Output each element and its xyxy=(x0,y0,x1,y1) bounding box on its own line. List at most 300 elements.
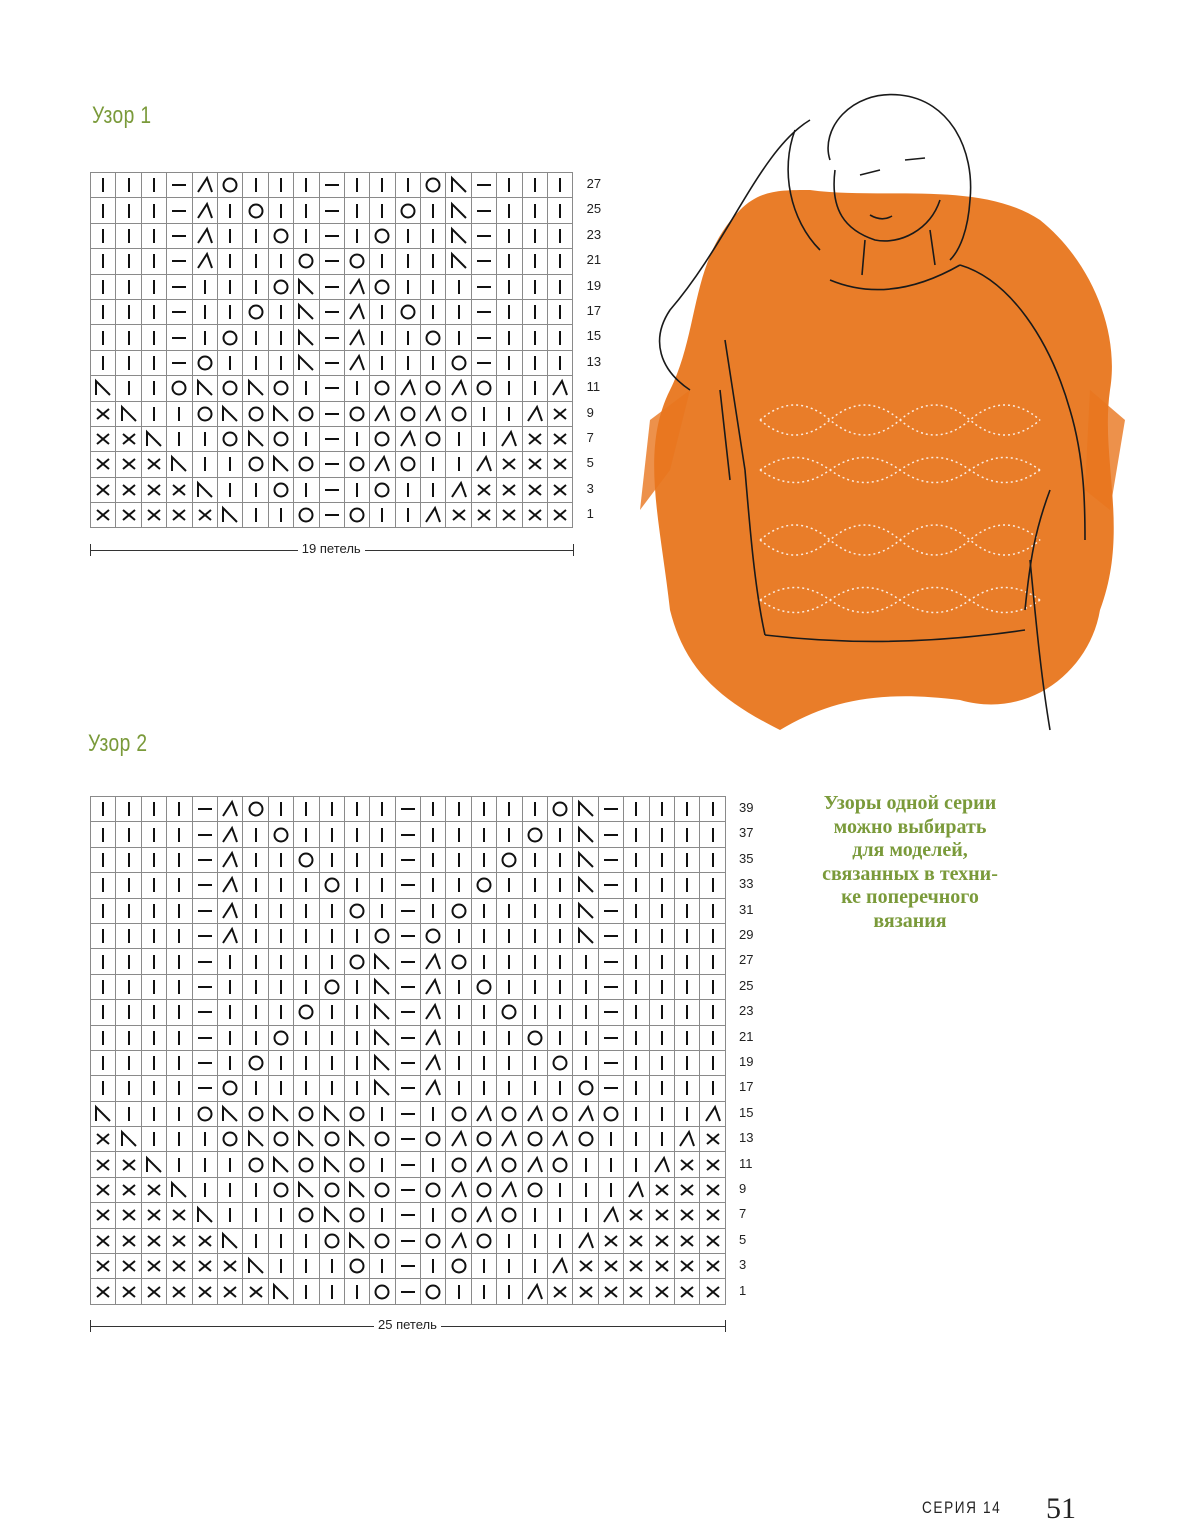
knit-stitch-cell xyxy=(319,1050,344,1075)
knit-stitch-cell xyxy=(116,923,141,948)
right-decrease-symbol xyxy=(652,1155,672,1175)
knit-stitch-symbol xyxy=(423,251,443,271)
right-decrease-symbol xyxy=(550,378,570,398)
knit-stitch-cell xyxy=(522,898,547,923)
knit-stitch-cell xyxy=(624,1152,649,1177)
knit-stitch-cell xyxy=(243,974,268,999)
knit-stitch-cell xyxy=(116,249,141,274)
knit-stitch-symbol xyxy=(626,1053,646,1073)
knit-stitch-cell xyxy=(548,898,573,923)
knit-stitch-cell xyxy=(649,1127,674,1152)
knit-stitch-cell xyxy=(116,299,141,324)
knit-stitch-cell xyxy=(548,847,573,872)
yarn-over-symbol xyxy=(220,429,240,449)
yarn-over-cell xyxy=(319,873,344,898)
knit-stitch-cell xyxy=(497,974,522,999)
knit-stitch-symbol xyxy=(347,429,367,449)
knit-stitch-cell xyxy=(344,923,369,948)
knit-stitch-symbol xyxy=(677,825,697,845)
knit-stitch-symbol xyxy=(93,277,113,297)
knit-stitch-symbol xyxy=(499,251,519,271)
knit-stitch-symbol xyxy=(246,1078,266,1098)
left-decrease-symbol xyxy=(93,378,113,398)
right-decrease-cell xyxy=(421,1000,446,1025)
yarn-over-cell xyxy=(344,249,369,274)
knit-stitch-symbol xyxy=(626,1155,646,1175)
knit-stitch-symbol xyxy=(322,1028,342,1048)
knit-stitch-cell xyxy=(395,274,420,299)
knit-stitch-symbol xyxy=(246,505,266,525)
knit-stitch-cell xyxy=(497,898,522,923)
knit-stitch-cell xyxy=(700,1076,725,1101)
no-stitch-symbol xyxy=(93,429,113,449)
knit-stitch-cell xyxy=(497,797,522,822)
left-decrease-symbol xyxy=(296,353,316,373)
knit-stitch-cell xyxy=(421,350,446,375)
knit-stitch-cell xyxy=(548,1076,573,1101)
knit-stitch-cell xyxy=(522,1000,547,1025)
right-decrease-cell xyxy=(192,223,217,248)
yarn-over-symbol xyxy=(347,1155,367,1175)
right-decrease-symbol xyxy=(449,480,469,500)
purl-stitch-symbol xyxy=(398,1028,418,1048)
knit-stitch-cell xyxy=(243,350,268,375)
knit-stitch-cell xyxy=(344,1050,369,1075)
purl-stitch-symbol xyxy=(601,1053,621,1073)
no-stitch-cell xyxy=(497,503,522,528)
row-number: 27 xyxy=(739,952,754,968)
knit-stitch-cell xyxy=(344,847,369,872)
purl-stitch-symbol xyxy=(322,505,342,525)
right-decrease-cell xyxy=(217,797,242,822)
left-decrease-cell xyxy=(446,198,471,223)
left-decrease-symbol xyxy=(144,429,164,449)
knit-stitch-cell xyxy=(167,797,192,822)
right-decrease-symbol xyxy=(423,1078,443,1098)
purl-stitch-symbol xyxy=(195,1053,215,1073)
no-stitch-symbol xyxy=(626,1205,646,1225)
right-decrease-cell xyxy=(344,274,369,299)
knit-stitch-symbol xyxy=(525,175,545,195)
chart-row xyxy=(91,873,726,898)
knit-stitch-symbol xyxy=(372,901,392,921)
no-stitch-cell xyxy=(674,1279,699,1304)
knit-stitch-cell xyxy=(598,1127,623,1152)
yarn-over-cell xyxy=(573,1076,598,1101)
knit-stitch-symbol xyxy=(550,302,570,322)
knit-stitch-symbol xyxy=(246,328,266,348)
no-stitch-symbol xyxy=(195,1282,215,1302)
yarn-over-symbol xyxy=(372,480,392,500)
no-stitch-cell xyxy=(624,1203,649,1228)
knit-stitch-symbol xyxy=(119,799,139,819)
knit-stitch-symbol xyxy=(449,328,469,348)
no-stitch-symbol xyxy=(220,1282,240,1302)
row-number: 7 xyxy=(586,430,594,445)
yarn-over-symbol xyxy=(347,454,367,474)
row-number: 7 xyxy=(739,1206,747,1222)
knit-stitch-symbol xyxy=(322,1256,342,1276)
purl-stitch-symbol xyxy=(322,378,342,398)
knit-stitch-symbol xyxy=(93,825,113,845)
no-stitch-symbol xyxy=(652,1180,672,1200)
knit-stitch-symbol xyxy=(703,1078,723,1098)
purl-stitch-cell xyxy=(319,299,344,324)
yarn-over-symbol xyxy=(398,404,418,424)
left-decrease-symbol xyxy=(296,1180,316,1200)
no-stitch-cell xyxy=(700,1228,725,1253)
knit-stitch-cell xyxy=(573,1025,598,1050)
right-decrease-symbol xyxy=(220,850,240,870)
right-decrease-symbol xyxy=(423,1002,443,1022)
knit-stitch-cell xyxy=(91,350,116,375)
purl-stitch-cell xyxy=(167,274,192,299)
yarn-over-cell xyxy=(421,1177,446,1202)
knit-stitch-cell xyxy=(497,873,522,898)
yarn-over-symbol xyxy=(423,926,443,946)
purl-stitch-cell xyxy=(471,173,496,198)
no-stitch-symbol xyxy=(119,1282,139,1302)
knit-stitch-cell xyxy=(116,1076,141,1101)
knit-stitch-symbol xyxy=(347,1002,367,1022)
knit-stitch-symbol xyxy=(626,926,646,946)
knit-stitch-cell xyxy=(446,822,471,847)
knit-stitch-symbol xyxy=(398,505,418,525)
right-decrease-symbol xyxy=(195,201,215,221)
knit-stitch-cell xyxy=(319,1025,344,1050)
chart-row xyxy=(91,1127,726,1152)
yarn-over-symbol xyxy=(220,175,240,195)
knit-stitch-symbol xyxy=(169,875,189,895)
no-stitch-symbol xyxy=(550,505,570,525)
knit-stitch-cell xyxy=(319,1000,344,1025)
knit-stitch-symbol xyxy=(119,926,139,946)
yarn-over-cell xyxy=(497,847,522,872)
purl-stitch-cell xyxy=(395,873,420,898)
right-decrease-cell xyxy=(217,898,242,923)
knit-stitch-cell xyxy=(497,376,522,401)
no-stitch-symbol xyxy=(703,1231,723,1251)
knit-stitch-cell xyxy=(91,1076,116,1101)
no-stitch-cell xyxy=(674,1228,699,1253)
yarn-over-symbol xyxy=(449,901,469,921)
knit-stitch-symbol xyxy=(144,378,164,398)
knit-stitch-symbol xyxy=(525,1078,545,1098)
yarn-over-symbol xyxy=(474,977,494,997)
no-stitch-symbol xyxy=(474,505,494,525)
knit-stitch-symbol xyxy=(144,328,164,348)
note-line: вязания xyxy=(873,909,947,932)
knit-stitch-cell xyxy=(522,173,547,198)
yarn-over-cell xyxy=(344,949,369,974)
purl-stitch-symbol xyxy=(169,328,189,348)
knit-stitch-symbol xyxy=(525,977,545,997)
knit-stitch-symbol xyxy=(93,875,113,895)
knit-stitch-symbol xyxy=(296,429,316,449)
knit-stitch-symbol xyxy=(499,353,519,373)
knit-stitch-symbol xyxy=(220,1002,240,1022)
left-decrease-cell xyxy=(167,1177,192,1202)
purl-stitch-symbol xyxy=(195,1002,215,1022)
knit-stitch-symbol xyxy=(423,1104,443,1124)
knit-stitch-symbol xyxy=(677,926,697,946)
no-stitch-cell xyxy=(167,1203,192,1228)
yarn-over-symbol xyxy=(296,251,316,271)
knit-stitch-symbol xyxy=(449,850,469,870)
yarn-over-symbol xyxy=(347,404,367,424)
yarn-over-symbol xyxy=(423,1180,443,1200)
knit-stitch-cell xyxy=(674,847,699,872)
yarn-over-symbol xyxy=(347,505,367,525)
knit-stitch-cell xyxy=(294,797,319,822)
right-decrease-symbol xyxy=(398,429,418,449)
knit-stitch-cell xyxy=(624,847,649,872)
right-decrease-cell xyxy=(471,452,496,477)
right-decrease-symbol xyxy=(195,251,215,271)
knit-stitch-symbol xyxy=(474,1256,494,1276)
left-decrease-symbol xyxy=(576,901,596,921)
knit-stitch-cell xyxy=(268,503,293,528)
chart-row xyxy=(91,249,573,274)
stitch-count-label: 25 петель xyxy=(374,1317,441,1332)
yarn-over-cell xyxy=(294,249,319,274)
knit-stitch-cell xyxy=(268,873,293,898)
knit-stitch-symbol xyxy=(144,201,164,221)
left-decrease-cell xyxy=(294,1127,319,1152)
knit-stitch-symbol xyxy=(322,825,342,845)
knit-stitch-cell xyxy=(700,974,725,999)
yarn-over-cell xyxy=(446,1254,471,1279)
knit-stitch-symbol xyxy=(119,378,139,398)
yarn-over-cell xyxy=(395,401,420,426)
yarn-over-symbol xyxy=(398,302,418,322)
knit-stitch-symbol xyxy=(499,378,519,398)
knit-stitch-cell xyxy=(700,873,725,898)
yarn-over-symbol xyxy=(322,1180,342,1200)
right-decrease-symbol xyxy=(423,977,443,997)
yarn-over-cell xyxy=(344,1101,369,1126)
yarn-over-cell xyxy=(344,452,369,477)
knit-stitch-cell xyxy=(167,847,192,872)
left-decrease-cell xyxy=(294,1177,319,1202)
row-number: 19 xyxy=(586,277,602,293)
knit-stitch-symbol xyxy=(271,1053,291,1073)
knit-stitch-symbol xyxy=(525,926,545,946)
knit-stitch-cell xyxy=(141,898,166,923)
no-stitch-cell xyxy=(548,1279,573,1304)
knit-stitch-symbol xyxy=(423,277,443,297)
knit-stitch-symbol xyxy=(195,302,215,322)
knit-stitch-symbol xyxy=(169,901,189,921)
knit-stitch-symbol xyxy=(271,353,291,373)
left-decrease-symbol xyxy=(220,1231,240,1251)
purl-stitch-cell xyxy=(395,1101,420,1126)
no-stitch-cell xyxy=(141,1177,166,1202)
knit-stitch-cell xyxy=(141,1101,166,1126)
right-decrease-cell xyxy=(370,401,395,426)
yarn-over-cell xyxy=(497,1152,522,1177)
left-decrease-cell xyxy=(268,1101,293,1126)
knit-stitch-cell xyxy=(471,1000,496,1025)
no-stitch-cell xyxy=(192,503,217,528)
right-decrease-symbol xyxy=(449,1180,469,1200)
purl-stitch-cell xyxy=(395,1076,420,1101)
yarn-over-cell xyxy=(421,173,446,198)
knit-stitch-cell xyxy=(344,223,369,248)
left-decrease-symbol xyxy=(322,1155,342,1175)
purl-stitch-symbol xyxy=(195,1078,215,1098)
knit-stitch-symbol xyxy=(119,825,139,845)
knit-stitch-symbol xyxy=(398,226,418,246)
yarn-over-symbol xyxy=(550,1155,570,1175)
yarn-over-symbol xyxy=(423,1282,443,1302)
no-stitch-cell xyxy=(217,1254,242,1279)
yarn-over-cell xyxy=(446,1152,471,1177)
yarn-over-cell xyxy=(471,1127,496,1152)
no-stitch-symbol xyxy=(144,1180,164,1200)
left-decrease-cell xyxy=(243,426,268,451)
no-stitch-cell xyxy=(91,477,116,502)
yarn-over-symbol xyxy=(525,1129,545,1149)
knit-stitch-cell xyxy=(522,274,547,299)
purl-stitch-symbol xyxy=(601,825,621,845)
right-decrease-cell xyxy=(649,1152,674,1177)
no-stitch-cell xyxy=(141,477,166,502)
knit-stitch-cell xyxy=(573,1050,598,1075)
purl-stitch-cell xyxy=(319,503,344,528)
knit-stitch-symbol xyxy=(271,1205,291,1225)
knit-stitch-symbol xyxy=(372,251,392,271)
knit-stitch-symbol xyxy=(144,251,164,271)
row-number: 15 xyxy=(739,1104,754,1120)
knit-stitch-cell xyxy=(395,173,420,198)
knit-stitch-cell xyxy=(598,1152,623,1177)
left-decrease-symbol xyxy=(296,328,316,348)
yarn-over-cell xyxy=(344,1203,369,1228)
row-number: 37 xyxy=(739,825,754,841)
knit-stitch-cell xyxy=(344,1025,369,1050)
purl-stitch-cell xyxy=(395,1177,420,1202)
knit-stitch-cell xyxy=(497,198,522,223)
right-decrease-symbol xyxy=(499,1129,519,1149)
knit-stitch-cell xyxy=(116,1050,141,1075)
knit-stitch-cell xyxy=(446,797,471,822)
knit-stitch-symbol xyxy=(347,1053,367,1073)
knit-stitch-symbol xyxy=(449,799,469,819)
yarn-over-cell xyxy=(268,376,293,401)
knit-stitch-symbol xyxy=(703,825,723,845)
no-stitch-symbol xyxy=(195,1256,215,1276)
knit-stitch-cell xyxy=(624,1127,649,1152)
knit-stitch-symbol xyxy=(271,505,291,525)
knit-stitch-cell xyxy=(294,1228,319,1253)
note-line: для моделей, xyxy=(852,839,968,861)
no-stitch-symbol xyxy=(601,1256,621,1276)
yarn-over-cell xyxy=(548,1050,573,1075)
knit-stitch-cell xyxy=(624,1025,649,1050)
knit-stitch-cell xyxy=(167,873,192,898)
knit-stitch-cell xyxy=(116,1025,141,1050)
knit-stitch-cell xyxy=(522,873,547,898)
left-decrease-cell xyxy=(344,1177,369,1202)
knit-stitch-symbol xyxy=(550,1028,570,1048)
knit-stitch-cell xyxy=(471,1279,496,1304)
right-decrease-cell xyxy=(522,1101,547,1126)
purl-stitch-cell xyxy=(598,1025,623,1050)
knit-stitch-cell xyxy=(91,847,116,872)
knit-stitch-cell xyxy=(141,299,166,324)
knit-stitch-cell xyxy=(624,1000,649,1025)
knit-stitch-symbol xyxy=(322,1002,342,1022)
yarn-over-symbol xyxy=(271,277,291,297)
knit-stitch-cell xyxy=(548,350,573,375)
knit-stitch-symbol xyxy=(550,952,570,972)
knit-stitch-symbol xyxy=(398,328,418,348)
knit-stitch-symbol xyxy=(703,1002,723,1022)
yarn-over-cell xyxy=(167,376,192,401)
knit-stitch-cell xyxy=(471,426,496,451)
yarn-over-cell xyxy=(446,1203,471,1228)
right-decrease-symbol xyxy=(220,875,240,895)
no-stitch-cell xyxy=(91,1203,116,1228)
no-stitch-symbol xyxy=(626,1231,646,1251)
knit-stitch-symbol xyxy=(347,799,367,819)
right-decrease-cell xyxy=(624,1177,649,1202)
purl-stitch-cell xyxy=(471,299,496,324)
knit-stitch-symbol xyxy=(220,201,240,221)
left-decrease-symbol xyxy=(372,1028,392,1048)
knit-stitch-symbol xyxy=(499,404,519,424)
purl-stitch-symbol xyxy=(398,952,418,972)
purl-stitch-cell xyxy=(319,325,344,350)
knit-stitch-cell xyxy=(141,325,166,350)
yarn-over-symbol xyxy=(347,952,367,972)
knit-stitch-cell xyxy=(294,1076,319,1101)
knit-stitch-symbol xyxy=(398,353,418,373)
knit-stitch-symbol xyxy=(677,1002,697,1022)
chart-row xyxy=(91,822,726,847)
chart-row xyxy=(91,923,726,948)
knit-stitch-symbol xyxy=(652,875,672,895)
right-decrease-symbol xyxy=(220,799,240,819)
yarn-over-cell xyxy=(294,452,319,477)
knit-stitch-cell xyxy=(548,1000,573,1025)
knit-stitch-cell xyxy=(674,1025,699,1050)
yarn-over-cell xyxy=(294,503,319,528)
knit-stitch-symbol xyxy=(499,226,519,246)
purl-stitch-symbol xyxy=(322,353,342,373)
knit-stitch-cell xyxy=(522,1228,547,1253)
knit-stitch-cell xyxy=(294,1279,319,1304)
knit-stitch-symbol xyxy=(550,175,570,195)
right-decrease-symbol xyxy=(677,1129,697,1149)
knit-stitch-symbol xyxy=(271,1002,291,1022)
knit-stitch-symbol xyxy=(703,926,723,946)
knit-stitch-symbol xyxy=(322,1282,342,1302)
no-stitch-symbol xyxy=(601,1231,621,1251)
row-number: 33 xyxy=(739,876,754,892)
knit-stitch-cell xyxy=(141,376,166,401)
knit-stitch-symbol xyxy=(626,1104,646,1124)
purl-stitch-cell xyxy=(192,1025,217,1050)
knit-stitch-symbol xyxy=(550,825,570,845)
no-stitch-cell xyxy=(116,1152,141,1177)
knit-stitch-symbol xyxy=(703,901,723,921)
right-decrease-cell xyxy=(522,401,547,426)
yarn-over-symbol xyxy=(271,226,291,246)
knit-stitch-symbol xyxy=(169,404,189,424)
purl-stitch-symbol xyxy=(322,201,342,221)
